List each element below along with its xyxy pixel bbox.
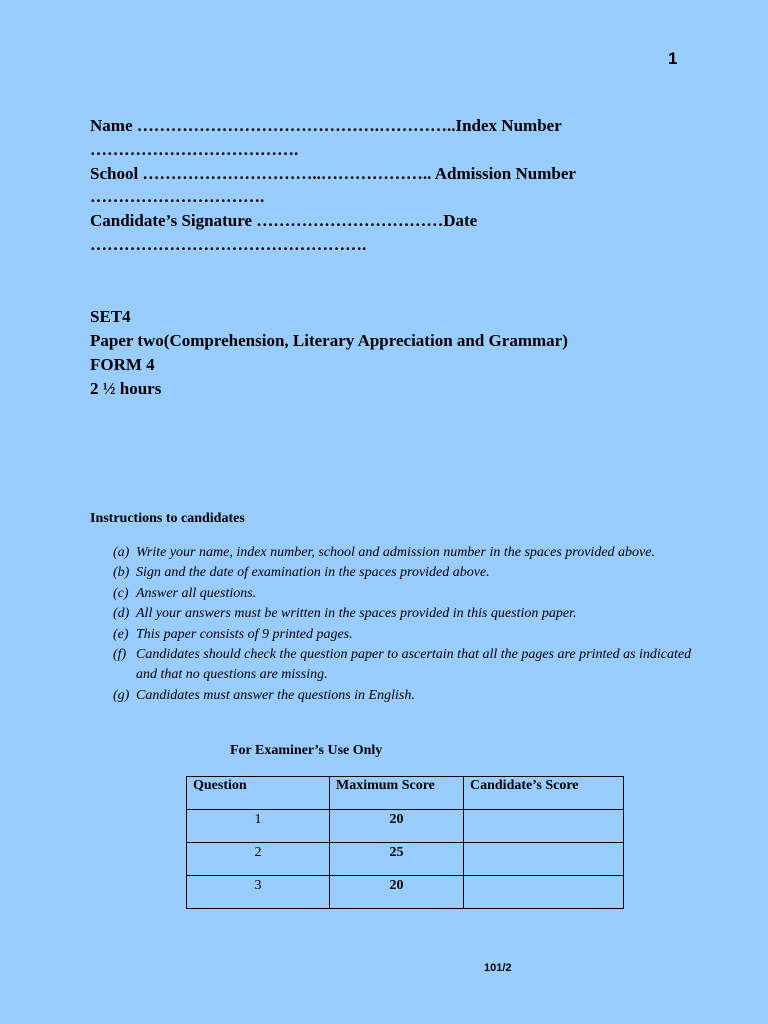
instruction-item	[113, 604, 693, 624]
exam-duration: 2 ½ hours	[90, 379, 162, 398]
instruction-item	[113, 645, 693, 686]
header-maximum-score: Maximum Score	[330, 777, 464, 810]
name-index-field: Name …………………………………….…………..Index Number	[90, 116, 562, 135]
table-row	[187, 810, 624, 843]
table-row	[187, 843, 624, 876]
instruction-text: Candidates should check the question paper to ascertain that all the pages are printed as indicated and that no questions are missing.	[136, 647, 692, 683]
instruction-text: This paper consists of 9 printed pages.	[136, 626, 353, 642]
instruction-item	[113, 625, 693, 645]
question-number: 3	[187, 876, 330, 909]
instruction-marker: (f)	[113, 647, 127, 663]
form-level: FORM 4	[90, 355, 155, 374]
instruction-marker: (b)	[113, 565, 130, 581]
page-number: 1	[668, 49, 678, 68]
instruction-marker: (e)	[113, 626, 129, 642]
maximum-score: 20	[330, 876, 464, 909]
signature-date-field: Candidate’s Signature ……………………………Date	[90, 211, 478, 231]
exam-set: SET4	[90, 307, 131, 326]
header-question: Question	[187, 777, 330, 810]
instruction-marker: (c)	[113, 585, 129, 601]
instruction-marker: (a)	[113, 545, 130, 560]
table-row	[187, 876, 624, 909]
exam-info-section	[90, 305, 568, 401]
school-admission-field: School …………………………..……………….. Admission Number	[90, 163, 576, 183]
instruction-marker: (d)	[113, 606, 130, 622]
table-header-row	[187, 777, 624, 810]
candidate-score-cell	[464, 876, 624, 909]
instruction-text: Answer all questions.	[136, 585, 257, 601]
instruction-text: Candidates must answer the questions in English.	[136, 687, 415, 703]
header-candidate-score: Candidate’s Score	[464, 777, 624, 810]
instruction-item	[113, 543, 693, 563]
paper-code: 101/2	[484, 962, 512, 974]
index-number-dots: ……………………………….	[90, 139, 299, 159]
question-number: 1	[187, 810, 330, 843]
paper-title: Paper two(Comprehension, Literary Appreciation and Grammar)	[90, 331, 568, 350]
instruction-text: Sign and the date of examination in the spaces provided above.	[136, 565, 490, 581]
instruction-item	[113, 563, 693, 583]
instruction-item	[113, 584, 693, 604]
candidate-score-cell	[464, 810, 624, 843]
maximum-score: 20	[330, 810, 464, 843]
question-number: 2	[187, 843, 330, 876]
instructions-list	[113, 543, 693, 706]
instructions-heading: Instructions to candidates	[90, 511, 245, 526]
examiner-use-heading: For Examiner’s Use Only	[230, 743, 383, 758]
instruction-text: Write your name, index number, school and admission number in the spaces provided above.	[136, 545, 655, 560]
candidate-score-cell	[464, 843, 624, 876]
date-dots: ………………………………………….	[90, 234, 367, 254]
maximum-score: 25	[330, 843, 464, 876]
instruction-marker: (g)	[113, 687, 130, 703]
instruction-item	[113, 686, 693, 706]
instruction-text: All your answers must be written in the spaces provided in this question paper.	[136, 606, 577, 622]
admission-number-dots: ………………………….	[90, 187, 265, 207]
candidate-details-section	[90, 114, 690, 257]
examiner-score-table	[186, 776, 624, 909]
